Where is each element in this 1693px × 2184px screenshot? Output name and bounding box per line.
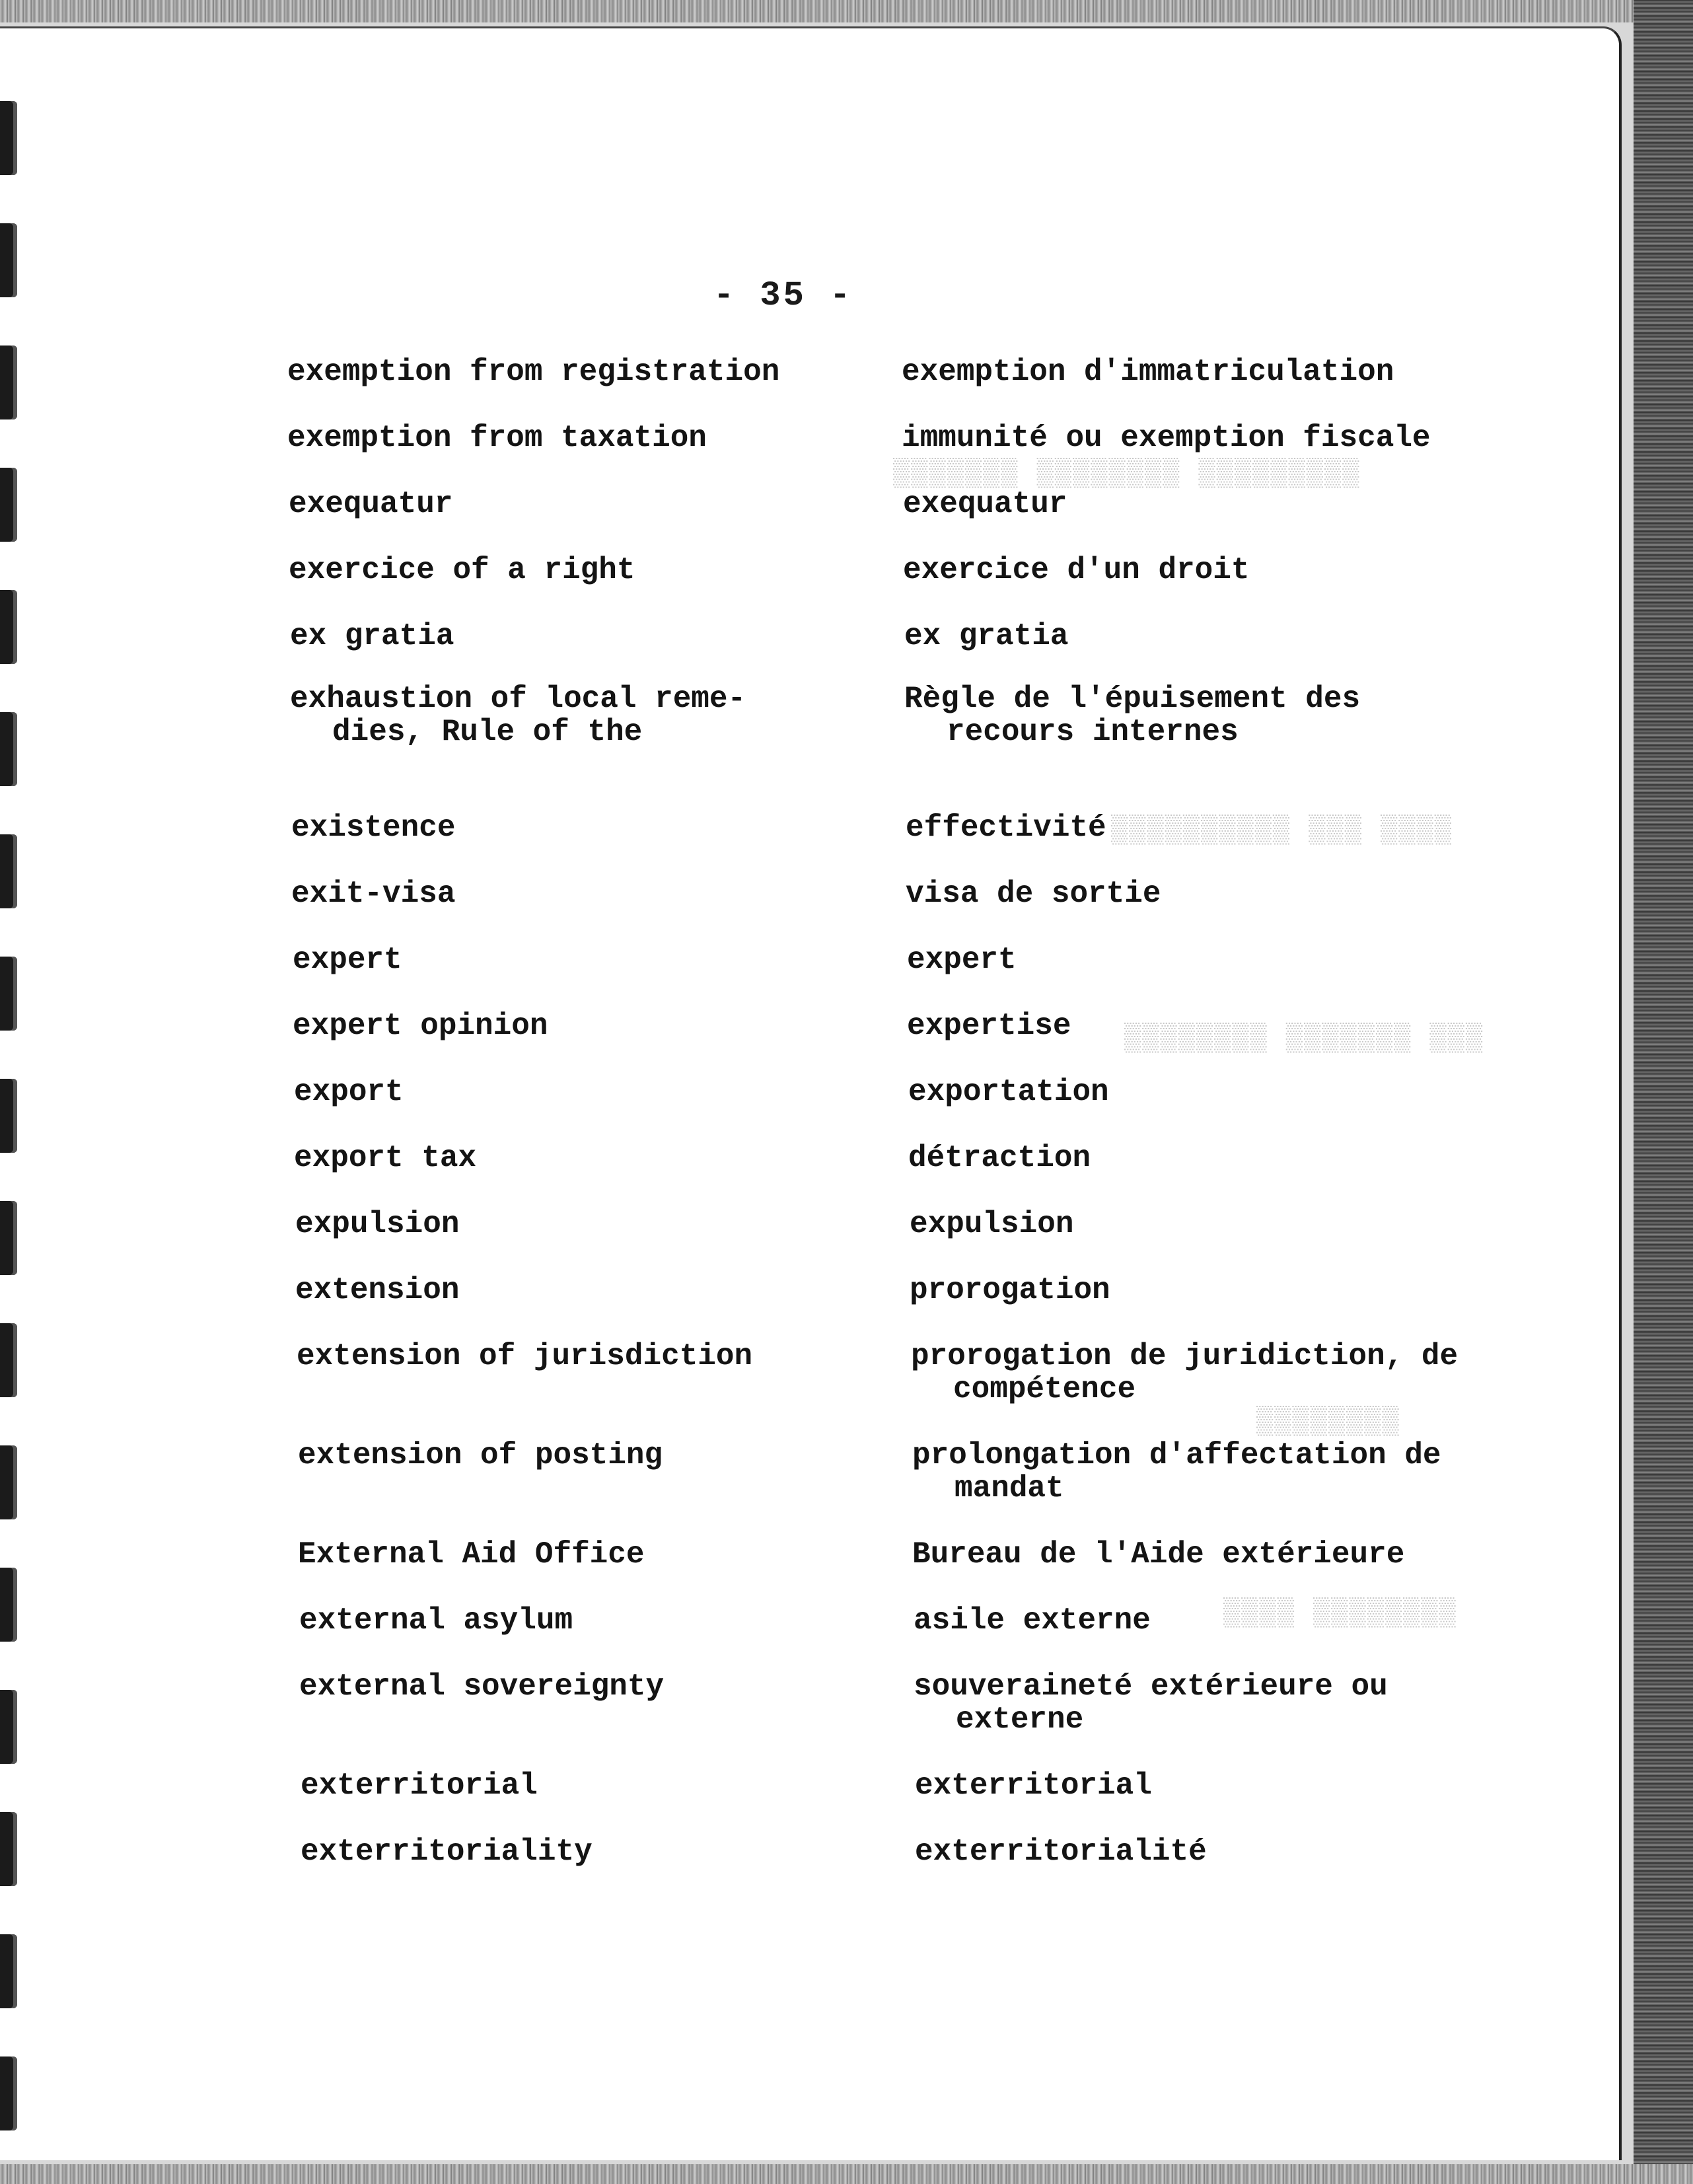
scan-bottom-border: [0, 2164, 1693, 2184]
french-translation: immunité ou exemption fiscale: [902, 421, 1431, 455]
page-number: - 35 -: [713, 276, 853, 315]
french-translation-line2: recours internes: [947, 715, 1239, 749]
french-translation-line1: Règle de l'épuisement des: [904, 682, 1361, 716]
french-translation: Bureau de l'Aide extérieure: [912, 1537, 1405, 1572]
french-translation: ex gratia: [904, 619, 1069, 653]
french-translation: prorogation: [910, 1273, 1110, 1307]
document-page: [0, 26, 1622, 2160]
english-term: exit-visa: [291, 877, 456, 911]
french-translation: exterritorial: [915, 1768, 1152, 1803]
english-term: exterritoriality: [301, 1835, 593, 1869]
french-translation-line2: mandat: [955, 1471, 1064, 1506]
french-translation: exterritorialité: [915, 1835, 1207, 1869]
english-term: existence: [291, 811, 456, 845]
binder-ring: [0, 346, 17, 419]
binder-ring: [0, 712, 17, 786]
french-translation: [912, 1439, 1441, 1505]
english-term: external sovereignty: [299, 1669, 665, 1704]
french-translation: asile externe: [914, 1603, 1151, 1638]
french-translation: expert: [907, 943, 1017, 977]
binder-ring: [0, 223, 17, 297]
english-term: exequatur: [289, 487, 453, 521]
english-term: ex gratia: [290, 619, 454, 653]
french-translation-line2: compétence: [953, 1372, 1136, 1406]
french-translation: [904, 682, 1360, 748]
binder-ring: [0, 834, 17, 908]
binder-ring: [0, 1812, 17, 1886]
english-term: [290, 682, 746, 748]
french-translation-line1: prolongation d'affectation de: [912, 1438, 1441, 1473]
bleed-through-text: ▒▒▒▒ ▒▒▒ ▒▒▒▒▒▒▒▒▒▒: [1110, 815, 1451, 846]
english-term: extension: [295, 1273, 460, 1307]
french-translation-line2: externe: [956, 1702, 1084, 1737]
french-translation: exequatur: [903, 487, 1067, 521]
french-translation: [911, 1340, 1458, 1406]
binder-edge: [1634, 0, 1693, 2184]
binder-ring: [0, 1934, 17, 2008]
english-term: expulsion: [295, 1207, 460, 1241]
english-term-line2: dies, Rule of the: [332, 715, 643, 749]
binder-ring: [0, 2057, 17, 2130]
english-term-line1: exhaustion of local reme-: [290, 682, 746, 716]
french-translation-line1: prorogation de juridiction, de: [911, 1339, 1459, 1373]
english-term: export tax: [294, 1141, 477, 1175]
french-translation: expulsion: [910, 1207, 1074, 1241]
english-term: expert: [293, 943, 402, 977]
bleed-through-text: ▒▒▒▒▒▒▒▒: [1255, 1406, 1399, 1438]
binder-ring: [0, 468, 17, 542]
binder-ring: [0, 1079, 17, 1153]
english-term: exemption from taxation: [287, 421, 707, 455]
bleed-through-text: ▒▒▒▒▒▒▒▒ ▒▒▒▒: [1222, 1597, 1456, 1629]
bleed-through-text: ▒▒▒▒▒▒▒▒▒ ▒▒▒▒▒▒▒▒ ▒▒▒▒▒▒▒: [892, 458, 1359, 490]
bleed-through-text: ▒▒▒ ▒▒▒▒▒▒▒ ▒▒▒▒▒▒▒▒: [1123, 1023, 1483, 1054]
english-term: exemption from registration: [287, 355, 780, 389]
english-term: expert opinion: [293, 1009, 548, 1043]
english-term: external asylum: [299, 1603, 573, 1638]
english-term: extension of jurisdiction: [297, 1339, 753, 1373]
french-translation: visa de sortie: [906, 877, 1161, 911]
binder-ring: [0, 1201, 17, 1275]
english-term: extension of posting: [298, 1438, 663, 1473]
scan-top-border: [0, 0, 1693, 22]
french-translation: exercice d'un droit: [903, 553, 1250, 587]
english-term: export: [294, 1075, 404, 1109]
binder-ring: [0, 101, 17, 175]
french-translation: expertise: [907, 1009, 1071, 1043]
french-translation: exportation: [908, 1075, 1109, 1109]
binder-ring: [0, 957, 17, 1031]
binder-ring: [0, 1445, 17, 1519]
english-term: exterritorial: [301, 1768, 538, 1803]
french-translation: exemption d'immatriculation: [902, 355, 1394, 389]
binder-ring: [0, 1323, 17, 1397]
binder-ring: [0, 1690, 17, 1764]
french-translation: effectivité: [906, 811, 1106, 845]
english-term: exercice of a right: [289, 553, 635, 587]
binder-ring: [0, 1568, 17, 1642]
english-term: External Aid Office: [298, 1537, 645, 1572]
french-translation: détraction: [908, 1141, 1091, 1175]
french-translation: [914, 1670, 1388, 1736]
french-translation-line1: souveraineté extérieure ou: [914, 1669, 1388, 1704]
binder-ring: [0, 590, 17, 664]
